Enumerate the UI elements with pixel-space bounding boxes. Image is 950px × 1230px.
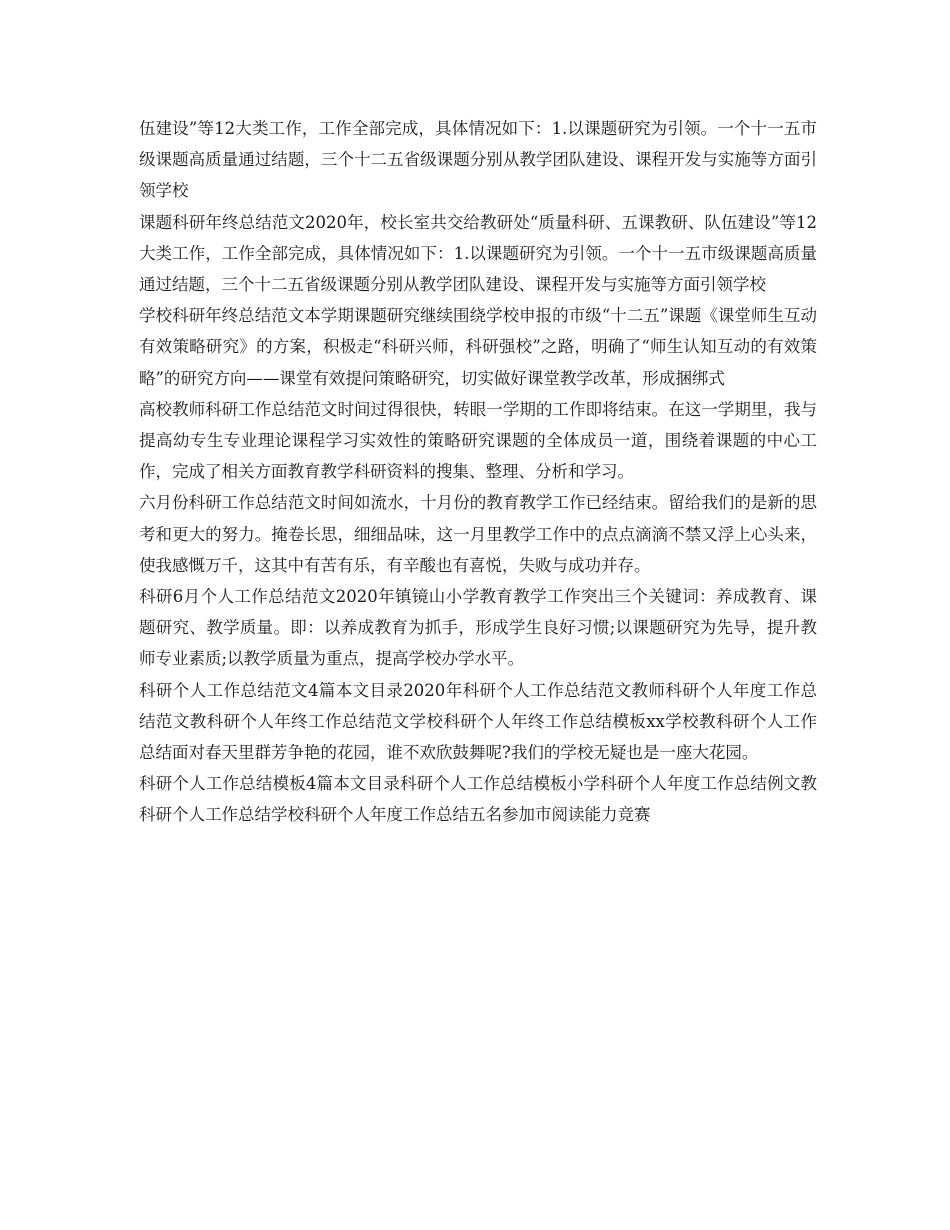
paragraph-4: 高校教师科研工作总结范文时间过得很快，转眼一学期的工作即将结束。在这一学期里，我与提高幼专生专业理论课程学习实效性的策略研究课题的全体成员一道，围绕着课题的中心工作，完成了相关方面教育教学科研资料的搜集、整理、分析和学习。 xyxy=(139,399,817,482)
paragraph-3: 学校科研年终总结范文本学期课题研究继续围绕学校申报的市级“十二五”课题《课堂师生互动有效策略研究》的方案，积极走“科研兴师，科研强校”之路，明确了“师生认知互动的有效策略”的研究方向——课堂有效提问策略研究，切实做好课堂教学改革，形成捆绑式 xyxy=(139,306,817,388)
paragraph-2: 课题科研年终总结范文2020年，校长室共交给教研处“质量科研、五课教研、队伍建设”等12大类工作，工作全部完成，具体情况如下：1.以课题研究为引领。一个十一五市级课题高质量通过结题，三个十二五省级课题分别从教学团队建设、课程开发与实施等方面引领学校 xyxy=(139,212,817,295)
paragraph-6: 科研6月个人工作总结范文2020年镇镜山小学教育教学工作突出三个关键词：养成教育、课题研究、教学质量。即：以养成教育为抓手，形成学生良好习惯;以课题研究为先导，提升教师专业素质;以教学质量为重点，提高学校办学水平。 xyxy=(139,587,817,669)
paragraph-7: 科研个人工作总结范文4篇本文目录2020年科研个人工作总结范文教师科研个人年度工作总结范文教科研个人年终工作总结范文学校科研个人年终工作总结模板xx学校教科研个人工作总结面对春天里群芳争艳的花园，谁不欢欣鼓舞呢?我们的学校无疑也是一座大花园。 xyxy=(139,680,817,763)
paragraph-5: 六月份科研工作总结范文时间如流水，十月份的教育教学工作已经结束。留给我们的是新的思考和更大的努力。掩卷长思，细细品味，这一月里教学工作中的点点滴滴不禁又浮上心头来，使我感慨万千，这其中有苦有乐，有辛酸也有喜悦，失败与成功并存。 xyxy=(139,493,817,575)
paragraph-8: 科研个人工作总结模板4篇本文目录科研个人工作总结模板小学科研个人年度工作总结例文教科研个人工作总结学校科研个人年度工作总结五名参加市阅读能力竞赛 xyxy=(139,774,817,825)
document-body xyxy=(139,113,817,831)
paragraph-1: 伍建设”等12大类工作，工作全部完成，具体情况如下：1.以课题研究为引领。一个十一五市级课题高质量通过结题，三个十二五省级课题分别从教学团队建设、课程开发与实施等方面引领学校 xyxy=(139,119,817,201)
